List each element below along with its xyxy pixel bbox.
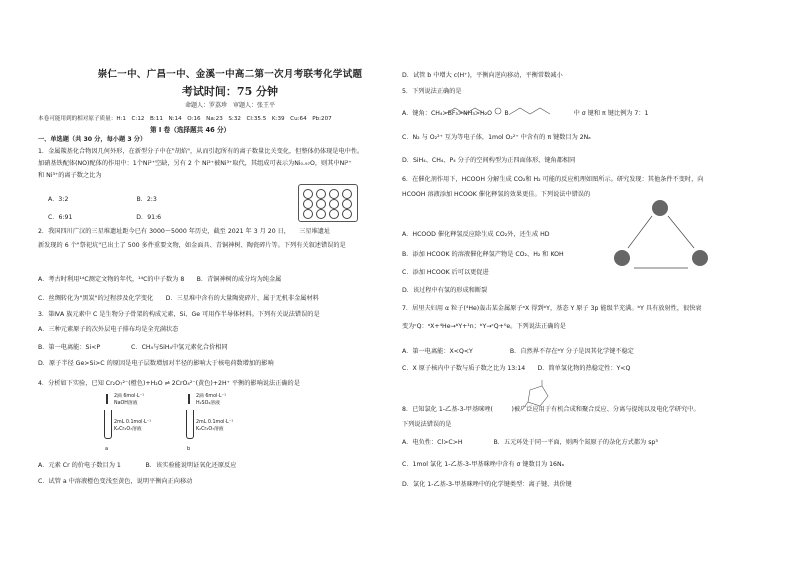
right-line: C．N₂ 与 O₂²⁺ 互为等电子体，1mol O₂²⁺ 中含有的 π 键数目为 2Nₐ [402, 134, 591, 141]
right-line: 5．下列说法正确的是 [402, 88, 462, 95]
part-title: 一、单选题（共 30 分，每小题 3 分） [38, 136, 147, 143]
tube-b-reagent: 2滴 6mol·L⁻¹ H₂SO₄溶液 [196, 394, 227, 406]
right-line: A．电负性：Cl>C>H B．五元环处于同一平面，则两个氮原子的杂化方式都为 sp³ [402, 439, 658, 446]
right-line: 8．已知氯化 1-乙基-3-甲基咪唑( )被广泛应用于有机合成和聚合反应、分离与提纯以及电化学研究中。 [402, 406, 700, 413]
right-line: D．该过程中有氢的形成和断裂 [402, 287, 488, 294]
mechanism-diagram-icon [608, 196, 718, 284]
left-line: A．3:2 B．2:3 [48, 196, 157, 203]
left-line: 4．分析如下实验，已知 Cr₂O₇²⁻(橙色)+H₂O ⇌ 2CrO₄²⁻(黄色)+2H⁺ 平衡的影响说法正确的是 [38, 380, 300, 387]
left-line: D．原子半径 Ge>Si>C 的原因是电子层数增加对半径的影响大于核电荷数增加的影响 [38, 360, 274, 367]
crystal-figure [298, 184, 358, 222]
right-line: C．添加 HCOOK 后可以更促进 [402, 269, 489, 276]
left-line: 2．我国四川广汉的三星堆遗址距今已有 3000～5000 年历史，截至 2021 年 3 月 20 日， 三星堆遗址 [38, 228, 331, 235]
dropper-icon [188, 394, 190, 404]
tube-a-solution: 2mL 0.1mol·L⁻¹ K₂Cr₂O₇溶液 [114, 420, 152, 432]
right-line: D．氯化 1-乙基-3-甲基咪唑中的化学键类型：离子键、共价键 [402, 481, 572, 488]
left-line: 1．金属羰基化合物因几何外形，在新型分子中在"胡焰"，从而引起所有的离子数量比关变化，但整体仍体现是电中性。 [38, 148, 364, 155]
right-line: A．键角：CH₄>BF₃>NH₃>H₂O B． 中 σ 键和 π 键比例为 7：1 [402, 110, 649, 117]
test-tube-figure [96, 392, 246, 456]
exam-authors: 命题人：罗荔珍 审题人：张王平 [184, 102, 275, 109]
left-line: A．三种元素原子的次外层电子排布均是全充满状态 [38, 326, 179, 333]
test-tube-icon [104, 410, 112, 439]
left-line: 3．第ⅣA 族元素中 C 是生物分子骨架的构成元素，Si、Ge 可用作半导体材料。下列有关说法错误的是 [38, 311, 320, 318]
atomic-masses: 本卷可能用到的相对原子质量：H:1 C:12 B:11 N:14 O:16 Na:23 S:32 Cl:35.5 K:39 Cu:64 Pb:207 [38, 116, 332, 122]
left-line: C．丝绸转化为"黑炭"的过程涉及化学变化 D．三星堆中含有的大量陶瓷碎片，属于无机非金属材料 [38, 295, 319, 302]
exam-time: 考试时间：75 分钟 [181, 85, 279, 98]
dropper-icon [106, 394, 108, 404]
right-line: 下列说法错误的是 [402, 421, 452, 428]
right-line: 变为ᶜQ：ᵃX+⁴He→ᵇY+¹n；ᵇY→ᶜQ+⁰e。下列说法正确的是 [402, 323, 566, 330]
left-line: 加硝基铁配体(NO)配体的作用中：1个Ni²⁺空缺，另有 2 个 Ni²⁺被Ni³⁺取代，其组成可表示为Ni₀.₉₇O，则其中Ni²⁺ [38, 160, 352, 167]
right-line: A．第一电离能：X<Q<Y B．自然界不存在ᵇY 分子是因其化学键不稳定 [402, 348, 634, 355]
left-line: C．6:91 D．91:6 [48, 214, 162, 221]
tube-a-label: a [105, 446, 109, 452]
tube-b-label: b [187, 446, 191, 452]
left-line: A．考古时利用¹⁴C测定文物的年代，¹⁴C的中子数为 8 B．青铜神树的成分均为纯金属 [38, 276, 282, 283]
right-line: C．1mol 氯化 1-乙基-3-甲基咪唑中含有 σ 键数目为 16Nₐ [402, 461, 565, 468]
tube-b-solution: 2mL 0.1mol·L⁻¹ K₂Cr₂O₇溶液 [196, 420, 234, 432]
left-line: B．第一电离能：Si<P C．CH₄与SiH₄中氢元素化合价相同 [38, 344, 228, 351]
right-line: 6．在催化剂作用下，HCOOH 分解生成 CO₂和 H₂ 可能的反应机理如图所示。研究发现：其他条件不变时，向 [402, 176, 704, 183]
right-line: D．试管 b 中增大 c(H⁺)，平衡向逆向移动，平衡常数减小 [402, 72, 563, 79]
left-line: C．试管 a 中溶液橙色变浅至黄色，说明平衡向正向移动 [38, 478, 193, 485]
test-tube-icon [186, 410, 194, 439]
right-line: A．HCOOD 催化释氢反应除生成 CO₂外，还生成 HD [402, 231, 550, 238]
right-line: D．SiH₄、CH₄、P₄ 分子的空间构型为正四面体形，键角都相同 [402, 157, 576, 164]
glycinate-structure-icon [440, 100, 570, 120]
right-line: C．X 原子核内中子数与质子数之比为 13:14 D．简单氢化物的热稳定性：Y<Q [402, 365, 631, 372]
tube-a-reagent: 2滴 6mol·L⁻¹ NaOH溶液 [114, 394, 145, 406]
right-line: B．添加 HCOOK 的溶液催化释氢产物是 CO₂、H₂ 和 KOH [402, 251, 564, 258]
right-line: 7．居里夫妇用 α 粒子(⁴He)轰击某金属原子ᵃX 得到ᵇY，基态 Y 原子 3p 能级半充满。ᵇY 具有放射性，很快衰 [402, 305, 702, 312]
exam-title: 崇仁一中、广昌一中、金溪一中高二第一次月考联考化学试题 [97, 69, 363, 80]
right-line: HCOOH 溶液添加 HCOOK 催化释氢的效果更佳。下列说法中错误的 [402, 191, 591, 198]
left-line: 新发现的 6 个"祭祀坑"已出土了 500 多件重要文物，如金面具、青铜神树、陶瓷碎片等。下列有关叙述错误的是 [38, 242, 346, 249]
imidazolium-structure-icon [520, 380, 560, 414]
section-title: 第 I 卷（选择题共 46 分） [150, 126, 231, 134]
left-line: 和 Ni³⁺的离子数之比为 [38, 172, 102, 179]
left-line: A．元素 Cr 的价电子数目为 1 B．该实验能说明证氧化还原反应 [38, 462, 237, 469]
